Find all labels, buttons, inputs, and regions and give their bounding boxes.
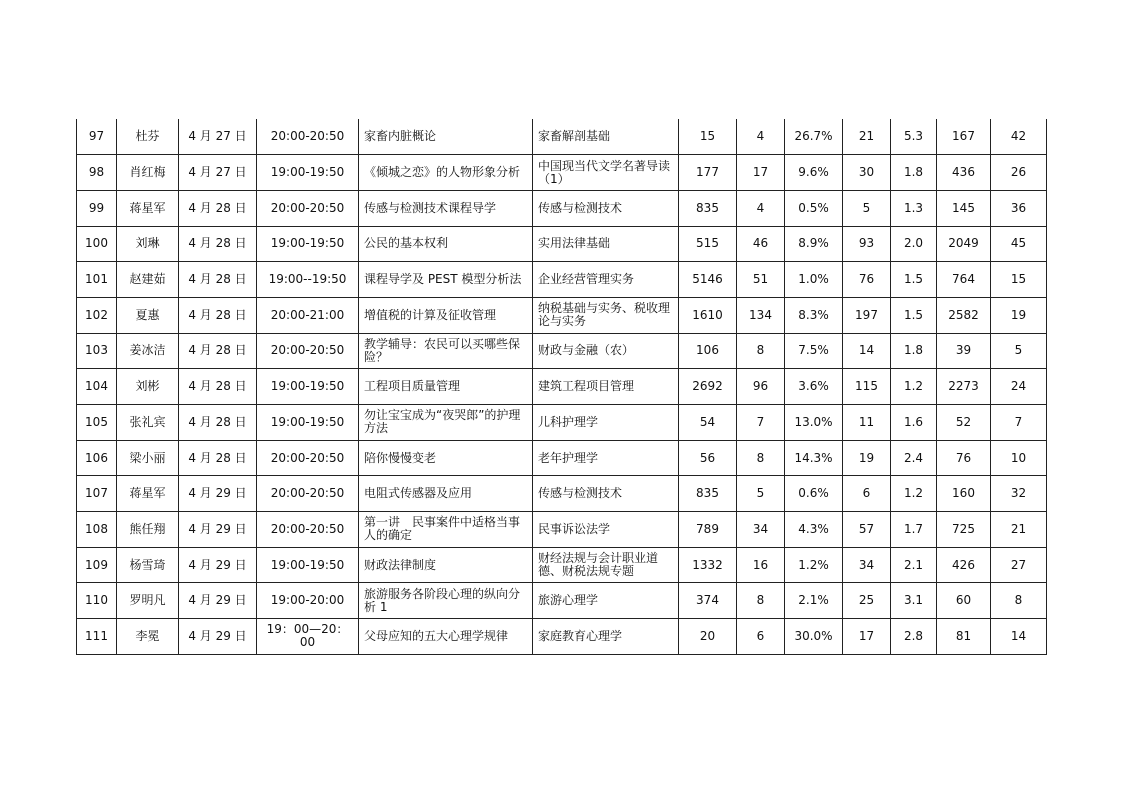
cell-date: 4 月 27 日	[179, 119, 257, 155]
cell-course: 传感与检测技术	[533, 190, 679, 226]
cell-teacher: 熊任翔	[117, 512, 179, 548]
cell-value-2: 8	[737, 333, 785, 369]
cell-value-2: 17	[737, 155, 785, 191]
table-row	[77, 512, 1047, 548]
cell-date: 4 月 28 日	[179, 297, 257, 333]
cell-course: 实用法律基础	[533, 226, 679, 262]
cell-value-4: 1.8	[891, 333, 937, 369]
cell-percentage: 0.6%	[785, 476, 843, 512]
cell-number: 98	[77, 155, 117, 191]
cell-teacher: 杨雪琦	[117, 547, 179, 583]
cell-percentage: 2.1%	[785, 583, 843, 619]
cell-topic: 教学辅导：农民可以买哪些保险？	[359, 333, 533, 369]
cell-value-3: 197	[843, 297, 891, 333]
cell-teacher: 杜芬	[117, 119, 179, 155]
cell-time: 20:00-20:50	[257, 333, 359, 369]
cell-date: 4 月 28 日	[179, 190, 257, 226]
cell-time: 19:00-19:50	[257, 547, 359, 583]
cell-value-5: 167	[937, 119, 991, 155]
cell-topic: 课程导学及 PEST 模型分析法	[359, 262, 533, 298]
cell-time: 20:00-20:50	[257, 190, 359, 226]
cell-value-2: 16	[737, 547, 785, 583]
cell-percentage: 14.3%	[785, 440, 843, 476]
cell-date: 4 月 27 日	[179, 155, 257, 191]
cell-value-4: 1.6	[891, 405, 937, 441]
cell-value-5: 764	[937, 262, 991, 298]
cell-date: 4 月 28 日	[179, 440, 257, 476]
cell-value-1: 15	[679, 119, 737, 155]
cell-topic: 旅游服务各阶段心理的纵向分析 1	[359, 583, 533, 619]
cell-time: 19:00-19:50	[257, 369, 359, 405]
cell-value-6: 8	[991, 583, 1047, 619]
cell-value-6: 24	[991, 369, 1047, 405]
cell-time: 20:00-20:50	[257, 119, 359, 155]
cell-topic: 财政法律制度	[359, 547, 533, 583]
cell-topic: 父母应知的五大心理学规律	[359, 619, 533, 655]
cell-course: 老年护理学	[533, 440, 679, 476]
cell-value-5: 145	[937, 190, 991, 226]
cell-value-1: 177	[679, 155, 737, 191]
cell-percentage: 4.3%	[785, 512, 843, 548]
cell-topic: 第一讲 民事案件中适格当事人的确定	[359, 512, 533, 548]
cell-date: 4 月 29 日	[179, 619, 257, 655]
cell-topic: 勿让宝宝成为“夜哭郎”的护理方法	[359, 405, 533, 441]
table-row	[77, 583, 1047, 619]
cell-value-6: 15	[991, 262, 1047, 298]
cell-value-4: 5.3	[891, 119, 937, 155]
cell-topic: 《倾城之恋》的人物形象分析	[359, 155, 533, 191]
cell-value-6: 7	[991, 405, 1047, 441]
cell-number: 100	[77, 226, 117, 262]
cell-course: 旅游心理学	[533, 583, 679, 619]
cell-value-4: 1.3	[891, 190, 937, 226]
cell-time: 19:00-20:00	[257, 583, 359, 619]
table-row	[77, 369, 1047, 405]
cell-value-6: 5	[991, 333, 1047, 369]
cell-value-4: 1.5	[891, 297, 937, 333]
cell-value-6: 32	[991, 476, 1047, 512]
table-row	[77, 155, 1047, 191]
cell-value-2: 4	[737, 119, 785, 155]
cell-value-2: 96	[737, 369, 785, 405]
table-row	[77, 440, 1047, 476]
cell-date: 4 月 28 日	[179, 333, 257, 369]
cell-topic: 家畜内脏概论	[359, 119, 533, 155]
cell-topic: 公民的基本权利	[359, 226, 533, 262]
cell-date: 4 月 29 日	[179, 583, 257, 619]
table-row	[77, 119, 1047, 155]
cell-value-3: 57	[843, 512, 891, 548]
cell-value-1: 1610	[679, 297, 737, 333]
cell-value-5: 39	[937, 333, 991, 369]
cell-time: 20:00-21:00	[257, 297, 359, 333]
cell-value-3: 115	[843, 369, 891, 405]
cell-value-5: 81	[937, 619, 991, 655]
cell-value-6: 36	[991, 190, 1047, 226]
cell-teacher: 刘琳	[117, 226, 179, 262]
cell-value-2: 4	[737, 190, 785, 226]
cell-time: 19:00-19:50	[257, 226, 359, 262]
cell-date: 4 月 29 日	[179, 547, 257, 583]
cell-percentage: 26.7%	[785, 119, 843, 155]
cell-value-2: 46	[737, 226, 785, 262]
cell-number: 104	[77, 369, 117, 405]
cell-value-3: 19	[843, 440, 891, 476]
cell-teacher: 罗明凡	[117, 583, 179, 619]
cell-number: 106	[77, 440, 117, 476]
table-row	[77, 262, 1047, 298]
cell-course: 家畜解剖基础	[533, 119, 679, 155]
cell-value-4: 1.2	[891, 476, 937, 512]
cell-value-4: 1.5	[891, 262, 937, 298]
cell-teacher: 张礼宾	[117, 405, 179, 441]
cell-value-5: 60	[937, 583, 991, 619]
cell-value-4: 3.1	[891, 583, 937, 619]
cell-value-3: 14	[843, 333, 891, 369]
cell-percentage: 7.5%	[785, 333, 843, 369]
cell-value-2: 5	[737, 476, 785, 512]
cell-value-6: 27	[991, 547, 1047, 583]
cell-teacher: 蒋星军	[117, 476, 179, 512]
cell-percentage: 3.6%	[785, 369, 843, 405]
cell-value-2: 8	[737, 583, 785, 619]
cell-topic: 陪你慢慢变老	[359, 440, 533, 476]
cell-value-4: 1.2	[891, 369, 937, 405]
cell-teacher: 梁小丽	[117, 440, 179, 476]
cell-value-6: 14	[991, 619, 1047, 655]
table-row	[77, 226, 1047, 262]
cell-value-5: 725	[937, 512, 991, 548]
cell-value-6: 45	[991, 226, 1047, 262]
cell-number: 97	[77, 119, 117, 155]
cell-time: 20:00-20:50	[257, 440, 359, 476]
cell-teacher: 蒋星军	[117, 190, 179, 226]
cell-value-1: 789	[679, 512, 737, 548]
cell-value-5: 2049	[937, 226, 991, 262]
table-row	[77, 547, 1047, 583]
cell-value-3: 6	[843, 476, 891, 512]
cell-date: 4 月 28 日	[179, 262, 257, 298]
cell-course: 建筑工程项目管理	[533, 369, 679, 405]
cell-value-1: 835	[679, 476, 737, 512]
cell-time: 19:00-19:50	[257, 155, 359, 191]
cell-value-4: 1.8	[891, 155, 937, 191]
cell-value-4: 2.1	[891, 547, 937, 583]
cell-value-2: 134	[737, 297, 785, 333]
cell-date: 4 月 28 日	[179, 369, 257, 405]
cell-value-3: 17	[843, 619, 891, 655]
table-row	[77, 333, 1047, 369]
cell-value-6: 10	[991, 440, 1047, 476]
cell-number: 103	[77, 333, 117, 369]
cell-teacher: 肖红梅	[117, 155, 179, 191]
cell-time: 20:00-20:50	[257, 512, 359, 548]
cell-value-1: 106	[679, 333, 737, 369]
cell-course: 儿科护理学	[533, 405, 679, 441]
cell-value-1: 20	[679, 619, 737, 655]
cell-value-1: 1332	[679, 547, 737, 583]
cell-value-3: 11	[843, 405, 891, 441]
table-row	[77, 190, 1047, 226]
cell-percentage: 13.0%	[785, 405, 843, 441]
cell-date: 4 月 28 日	[179, 226, 257, 262]
cell-teacher: 赵建茹	[117, 262, 179, 298]
cell-value-2: 7	[737, 405, 785, 441]
table-row	[77, 476, 1047, 512]
cell-value-4: 2.0	[891, 226, 937, 262]
cell-number: 111	[77, 619, 117, 655]
cell-date: 4 月 28 日	[179, 405, 257, 441]
cell-value-3: 93	[843, 226, 891, 262]
cell-value-4: 2.4	[891, 440, 937, 476]
cell-value-1: 2692	[679, 369, 737, 405]
cell-course: 民事诉讼法学	[533, 512, 679, 548]
cell-value-2: 8	[737, 440, 785, 476]
cell-value-4: 1.7	[891, 512, 937, 548]
cell-value-3: 25	[843, 583, 891, 619]
cell-percentage: 8.3%	[785, 297, 843, 333]
cell-number: 101	[77, 262, 117, 298]
cell-value-1: 374	[679, 583, 737, 619]
cell-number: 99	[77, 190, 117, 226]
cell-value-5: 76	[937, 440, 991, 476]
cell-number: 110	[77, 583, 117, 619]
cell-value-2: 51	[737, 262, 785, 298]
cell-value-6: 42	[991, 119, 1047, 155]
cell-time: 19：00—20：00	[257, 619, 359, 655]
cell-topic: 工程项目质量管理	[359, 369, 533, 405]
cell-time: 19:00--19:50	[257, 262, 359, 298]
cell-value-5: 2273	[937, 369, 991, 405]
cell-time: 19:00-19:50	[257, 405, 359, 441]
cell-value-4: 2.8	[891, 619, 937, 655]
cell-topic: 传感与检测技术课程导学	[359, 190, 533, 226]
cell-percentage: 0.5%	[785, 190, 843, 226]
table-row	[77, 619, 1047, 655]
cell-time: 20:00-20:50	[257, 476, 359, 512]
cell-value-1: 515	[679, 226, 737, 262]
cell-value-5: 52	[937, 405, 991, 441]
cell-value-3: 30	[843, 155, 891, 191]
cell-course: 纳税基础与实务、税收理论与实务	[533, 297, 679, 333]
cell-value-1: 56	[679, 440, 737, 476]
cell-percentage: 1.0%	[785, 262, 843, 298]
table-row	[77, 405, 1047, 441]
cell-number: 107	[77, 476, 117, 512]
cell-value-3: 34	[843, 547, 891, 583]
cell-teacher: 刘彬	[117, 369, 179, 405]
cell-value-3: 76	[843, 262, 891, 298]
cell-percentage: 9.6%	[785, 155, 843, 191]
cell-value-1: 54	[679, 405, 737, 441]
cell-value-1: 5146	[679, 262, 737, 298]
cell-date: 4 月 29 日	[179, 512, 257, 548]
lecture-stats-table	[76, 119, 1047, 655]
cell-course: 财政与金融（农）	[533, 333, 679, 369]
cell-value-6: 21	[991, 512, 1047, 548]
cell-course: 企业经营管理实务	[533, 262, 679, 298]
cell-percentage: 1.2%	[785, 547, 843, 583]
cell-value-3: 21	[843, 119, 891, 155]
table-body	[77, 119, 1047, 654]
cell-course: 家庭教育心理学	[533, 619, 679, 655]
cell-number: 109	[77, 547, 117, 583]
cell-number: 102	[77, 297, 117, 333]
cell-value-5: 426	[937, 547, 991, 583]
cell-value-5: 436	[937, 155, 991, 191]
cell-teacher: 姜冰洁	[117, 333, 179, 369]
cell-value-5: 160	[937, 476, 991, 512]
cell-value-1: 835	[679, 190, 737, 226]
cell-value-6: 19	[991, 297, 1047, 333]
cell-topic: 增值税的计算及征收管理	[359, 297, 533, 333]
cell-value-3: 5	[843, 190, 891, 226]
cell-number: 108	[77, 512, 117, 548]
cell-value-5: 2582	[937, 297, 991, 333]
cell-value-6: 26	[991, 155, 1047, 191]
cell-course: 财经法规与会计职业道德、财税法规专题	[533, 547, 679, 583]
cell-date: 4 月 29 日	[179, 476, 257, 512]
cell-topic: 电阻式传感器及应用	[359, 476, 533, 512]
cell-number: 105	[77, 405, 117, 441]
cell-teacher: 李冕	[117, 619, 179, 655]
cell-percentage: 8.9%	[785, 226, 843, 262]
cell-course: 中国现当代文学名著导读（1）	[533, 155, 679, 191]
cell-value-2: 6	[737, 619, 785, 655]
cell-teacher: 夏惠	[117, 297, 179, 333]
cell-value-2: 34	[737, 512, 785, 548]
table-row	[77, 297, 1047, 333]
cell-course: 传感与检测技术	[533, 476, 679, 512]
cell-percentage: 30.0%	[785, 619, 843, 655]
